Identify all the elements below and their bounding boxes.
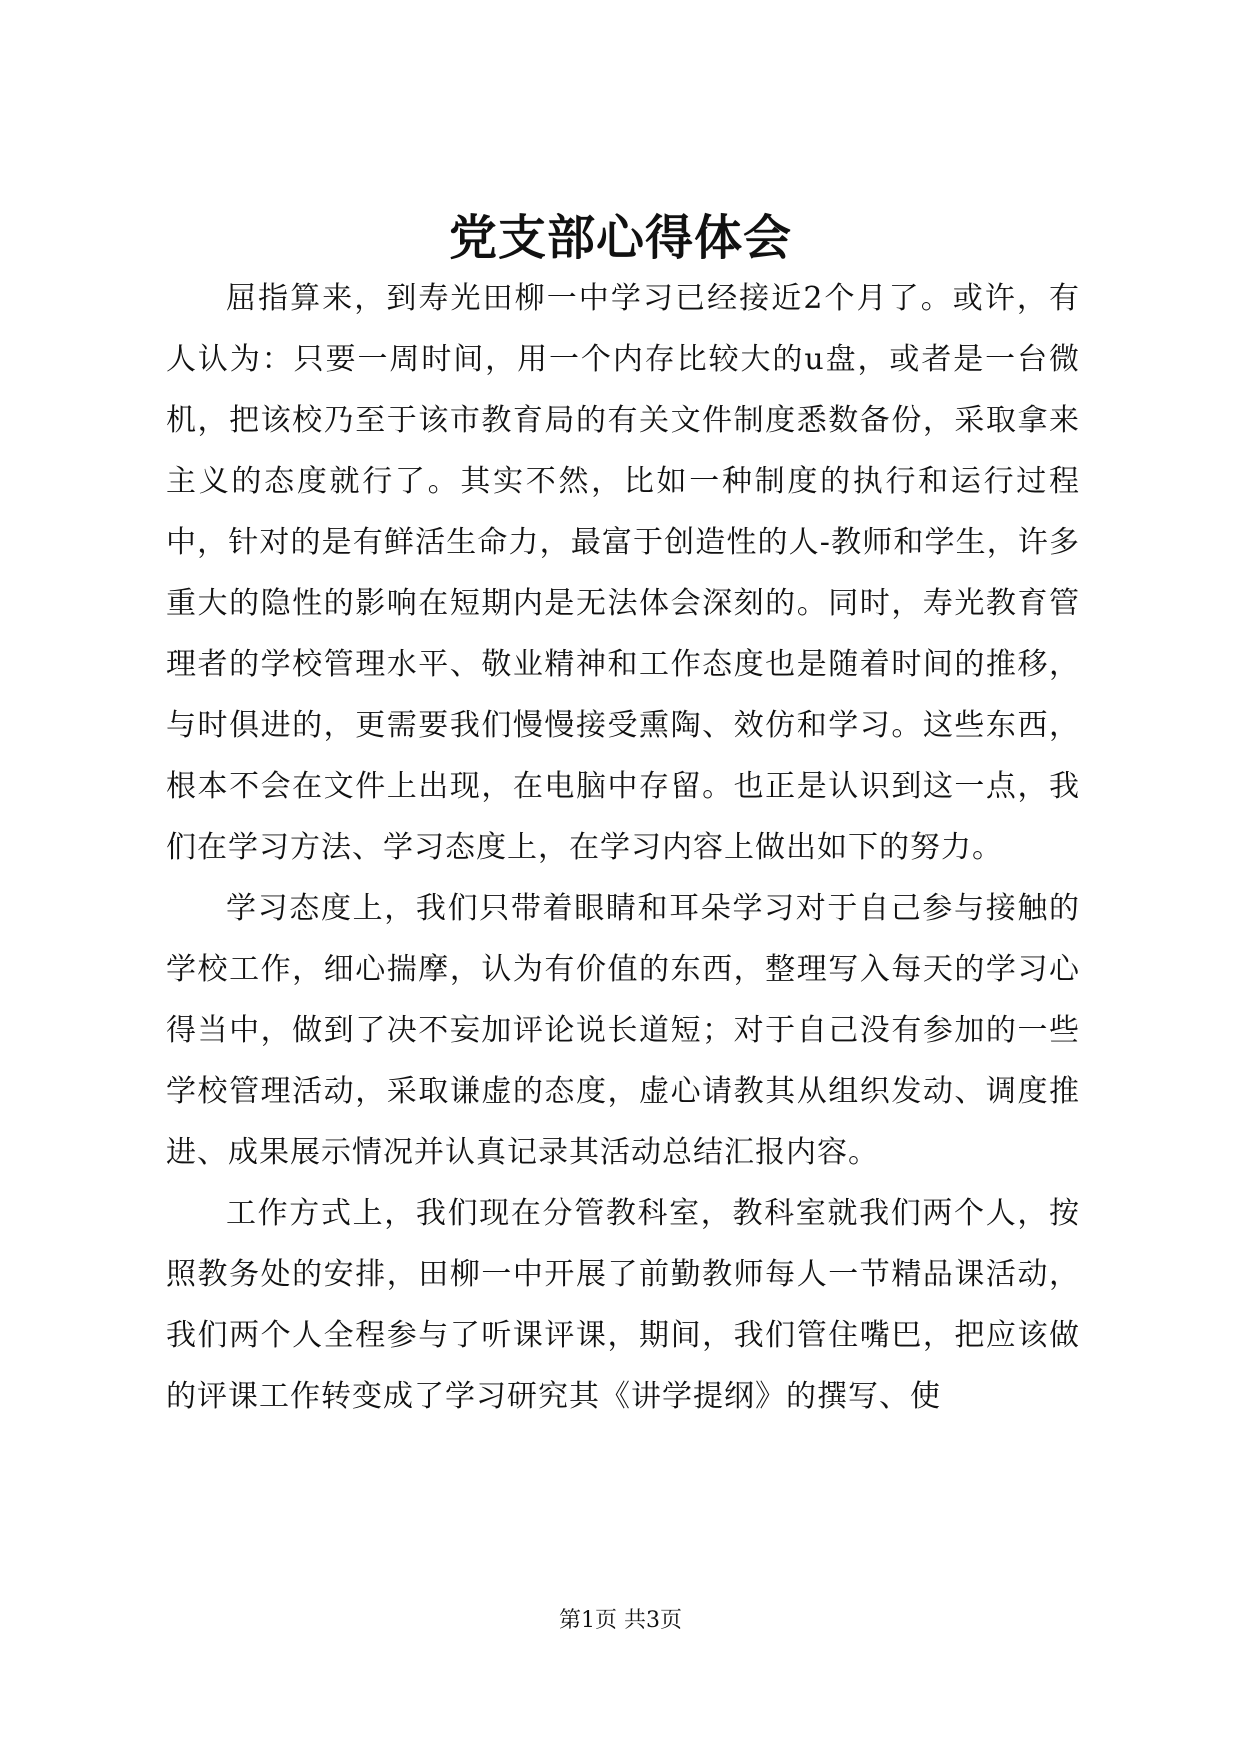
paragraph-3: 工作方式上，我们现在分管教科室，教科室就我们两个人，按照教务处的安排，田柳一中开展了前勤教师每人一节精品课活动，我们两个人全程参与了听课评课，期间，我们管住嘴巴，把应该做的评课工作转变成了学习研究其《讲学提纲》的撰写、使 xyxy=(166,1196,1080,1414)
paragraph-1: 屈指算来，到寿光田柳一中学习已经接近2个月了。或许，有人认为：只要一周时间，用一个内存比较大的u盘，或者是一台微机，把该校乃至于该市教育局的有关文件制度悉数备份，采取拿来主义的态度就行了。其实不然，比如一种制度的执行和运行过程中，针对的是有鲜活生命力，最富于创造性的人-教师和学生，许多重大的隐性的影响在短期内是无法体会深刻的。同时，寿光教育管理者的学校管理水平、敬业精神和工作态度也是随着时间的推移，与时俱进的，更需要我们慢慢接受熏陶、效仿和学习。这些东西，根本不会在文件上出现，在电脑中存留。也正是认识到这一点，我们在学习方法、学习态度上，在学习内容上做出如下的努力。 xyxy=(166,281,1080,865)
document-title: 党支部心得体会 xyxy=(448,210,792,266)
page-number-footer: 第1页 共3页 xyxy=(559,1608,682,1633)
document-body xyxy=(166,268,1080,1427)
paragraph-2: 学习态度上，我们只带着眼睛和耳朵学习对于自己参与接触的学校工作，细心揣摩，认为有价值的东西，整理写入每天的学习心得当中，做到了决不妄加评论说长道短；对于自己没有参加的一些学校管理活动，采取谦虚的态度，虚心请教其从组织发动、调度推进、成果展示情况并认真记录其活动总结汇报内容。 xyxy=(166,891,1080,1170)
